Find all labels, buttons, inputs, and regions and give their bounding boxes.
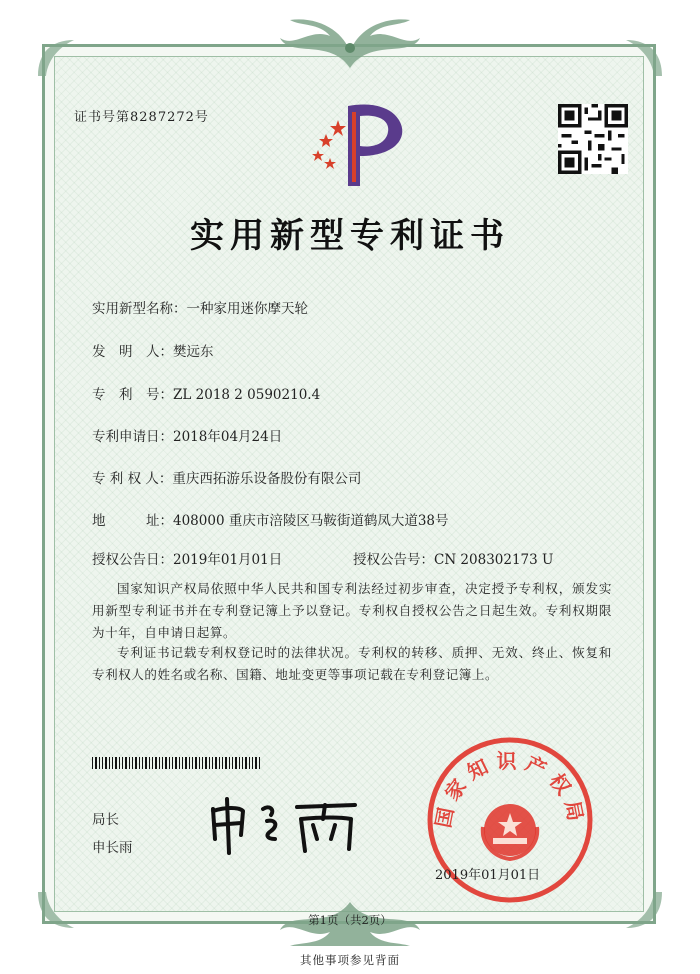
- seal-text: 国家知识产权局: [430, 748, 590, 830]
- patent-number-row: [92, 383, 320, 403]
- utility-model-name-value: 一种家用迷你摩天轮: [186, 301, 308, 317]
- top-ornament: [250, 18, 450, 70]
- patent-number-label: 专 利 号：: [92, 387, 173, 403]
- grant-paragraph: 国家知识产权局依照中华人民共和国专利法经过初步审查，决定授予专利权，颁发实用新型专利证书并在专利登记簿上予以登记。专利权自授权公告之日起生效。专利权期限为十年，自申请日起算。: [92, 581, 612, 640]
- patentee-label: 专 利 权 人：: [92, 471, 173, 487]
- publication-date-value: 2019年01月01日: [173, 552, 283, 568]
- certificate-number: 证书号第8287272号: [74, 110, 209, 125]
- qr-code: [558, 104, 628, 174]
- address-label: 地 址：: [92, 513, 173, 529]
- patent-office-logo: [300, 98, 410, 190]
- patentee-value: 重庆西拓游乐设备股份有限公司: [172, 471, 362, 487]
- footer-note: 其他事项参见背面: [300, 953, 400, 967]
- address-row: [92, 509, 449, 529]
- barcode: [92, 757, 262, 769]
- corner-ornament-top-right: [624, 38, 664, 78]
- legal-status-paragraph: 专利证书记载专利权登记时的法律状况。专利权的转移、质押、无效、终止、恢复和专利权人的姓名或名称、国籍、地址变更等事项记载在专利登记簿上。: [92, 645, 612, 682]
- patent-number-value: ZL 2018 2 0590210.4: [173, 387, 321, 403]
- page-number: 第1页（共2页）: [308, 913, 392, 927]
- filing-date-label: 专利申请日：: [92, 429, 173, 445]
- director-title: 局长: [92, 812, 119, 828]
- utility-model-name-label: 实用新型名称：: [92, 301, 187, 317]
- publication-number-row: [353, 548, 553, 568]
- director-name: 申长雨: [92, 840, 133, 856]
- filing-date-value: 2018年04月24日: [173, 429, 283, 445]
- corner-ornament-top-left: [36, 38, 76, 78]
- page-title: 实用新型专利证书: [190, 216, 510, 256]
- patentee-row: [92, 467, 361, 487]
- inventor-row: [92, 340, 214, 360]
- publication-number-value: CN 208302173 U: [434, 552, 554, 568]
- inventor-value: 樊远东: [173, 344, 214, 360]
- seal-date: 2019年01月01日: [435, 868, 541, 883]
- publication-date-row: [92, 548, 282, 568]
- director-signature: [205, 795, 365, 855]
- utility-model-name-row: [92, 297, 308, 317]
- publication-number-label: 授权公告号：: [353, 552, 434, 568]
- publication-date-label: 授权公告日：: [92, 552, 173, 568]
- inventor-label: 发 明 人：: [92, 344, 173, 360]
- filing-date-row: [92, 425, 282, 445]
- address-value: 408000 重庆市涪陵区马鞍街道鹤凤大道38号: [173, 513, 449, 529]
